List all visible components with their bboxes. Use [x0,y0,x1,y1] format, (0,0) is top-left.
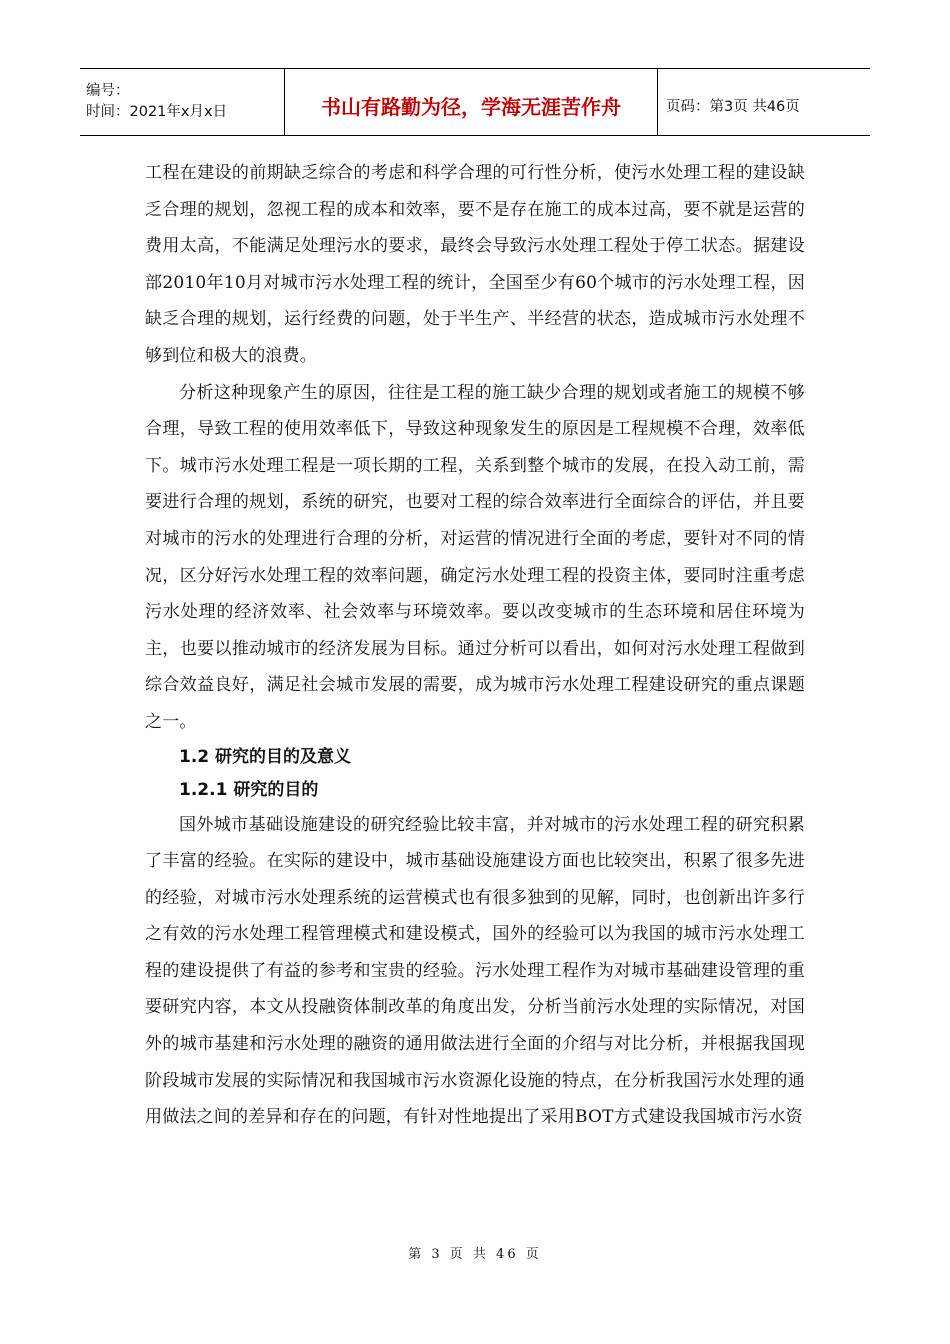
document-date-label: 时间：2021年x月x日 [86,104,228,120]
paragraph-cause-analysis: 分析这种现象产生的原因，往往是工程的施工缺少合理的规划或者施工的规模不够合理，导致工程的使用效率低下，导致这种现象发生的原因是工程规模不合理，效率低下。城市污水处理工程是一项长期的工程，关系到整个城市的发展，在投入动工前，需要进行合理的规划，系统的研究，也要对工程的综合效率进行全面综合的评估，并且要对城市的污水的处理进行合理的分析，对运营的情况进行全面的考虑，要针对不同的情况，区分好污水处理工程的效率问题，确定污水处理工程的投资主体，要同时注重考虑污水处理的经济效率、社会效率与环境效率。要以改变城市的生态环境和居住环境为主，也要以推动城市的经济发展为目标。通过分析可以看出，如何对污水处理工程做到综合效益良好，满足社会城市发展的需要，成为城市污水处理工程建设研究的重点课题之一。 [145,382,805,732]
header-page-info: 页码：第3页 共46页 [666,98,800,115]
section-heading-1-2-1: 1.2.1 研究的目的 [179,779,319,800]
header-motto-cell [285,69,658,135]
paragraph-continued: 工程在建设的前期缺乏综合的考虑和科学合理的可行性分析，使污水处理工程的建设缺乏合理的规划，忽视工程的成本和效率，要不是存在施工的成本过高，要不就是运营的费用太高，不能满足处理污水的要求，最终会导致污水处理工程处于停工状态。据建设部2010年10月对城市污水处理工程的统计，全国至少有60个城市的污水处理工程，因缺乏合理的规划，运行经费的问题，处于半生产、半经营的状态，造成城市污水处理不够到位和极大的浪费。 [145,163,805,366]
paragraph-research-purpose: 国外城市基础设施建设的研究经验比较丰富，并对城市的污水处理工程的研究积累了丰富的经验。在实际的建设中，城市基础设施建设方面也比较突出，积累了很多先进的经验，对城市污水处理系统的运营模式也有很多独到的见解，同时，也创新出许多行之有效的污水处理工程管理模式和建设模式，国外的经验可以为我国的城市污水处理工程的建设提供了有益的参考和宝贵的经验。污水处理工程作为对城市基础建设管理的重要研究内容，本文从投融资体制改革的角度出发，分析当前污水处理的实际情况，对国外的城市基建和污水处理的融资的通用做法进行全面的介绍与对比分析，并根据我国现阶段城市发展的实际情况和我国城市污水资源化设施的特点，在分析我国污水处理的通用做法之间的差异和存在的问题，有针对性地提出了采用BOT方式建设我国城市污水资 [145,814,805,1128]
header-meta [80,69,285,135]
header-motto: 书山有路勤为径，学海无涯苦作舟 [321,94,621,119]
document-number-label: 编号： [86,83,130,99]
page-footer [0,1243,950,1262]
page-header [80,68,870,136]
section-heading-1-2: 1.2 研究的目的及意义 [179,746,352,767]
document-body [145,155,805,1136]
footer-page-number: 第 3 页 共 46 页 [408,1247,542,1262]
header-page-cell [658,69,870,135]
